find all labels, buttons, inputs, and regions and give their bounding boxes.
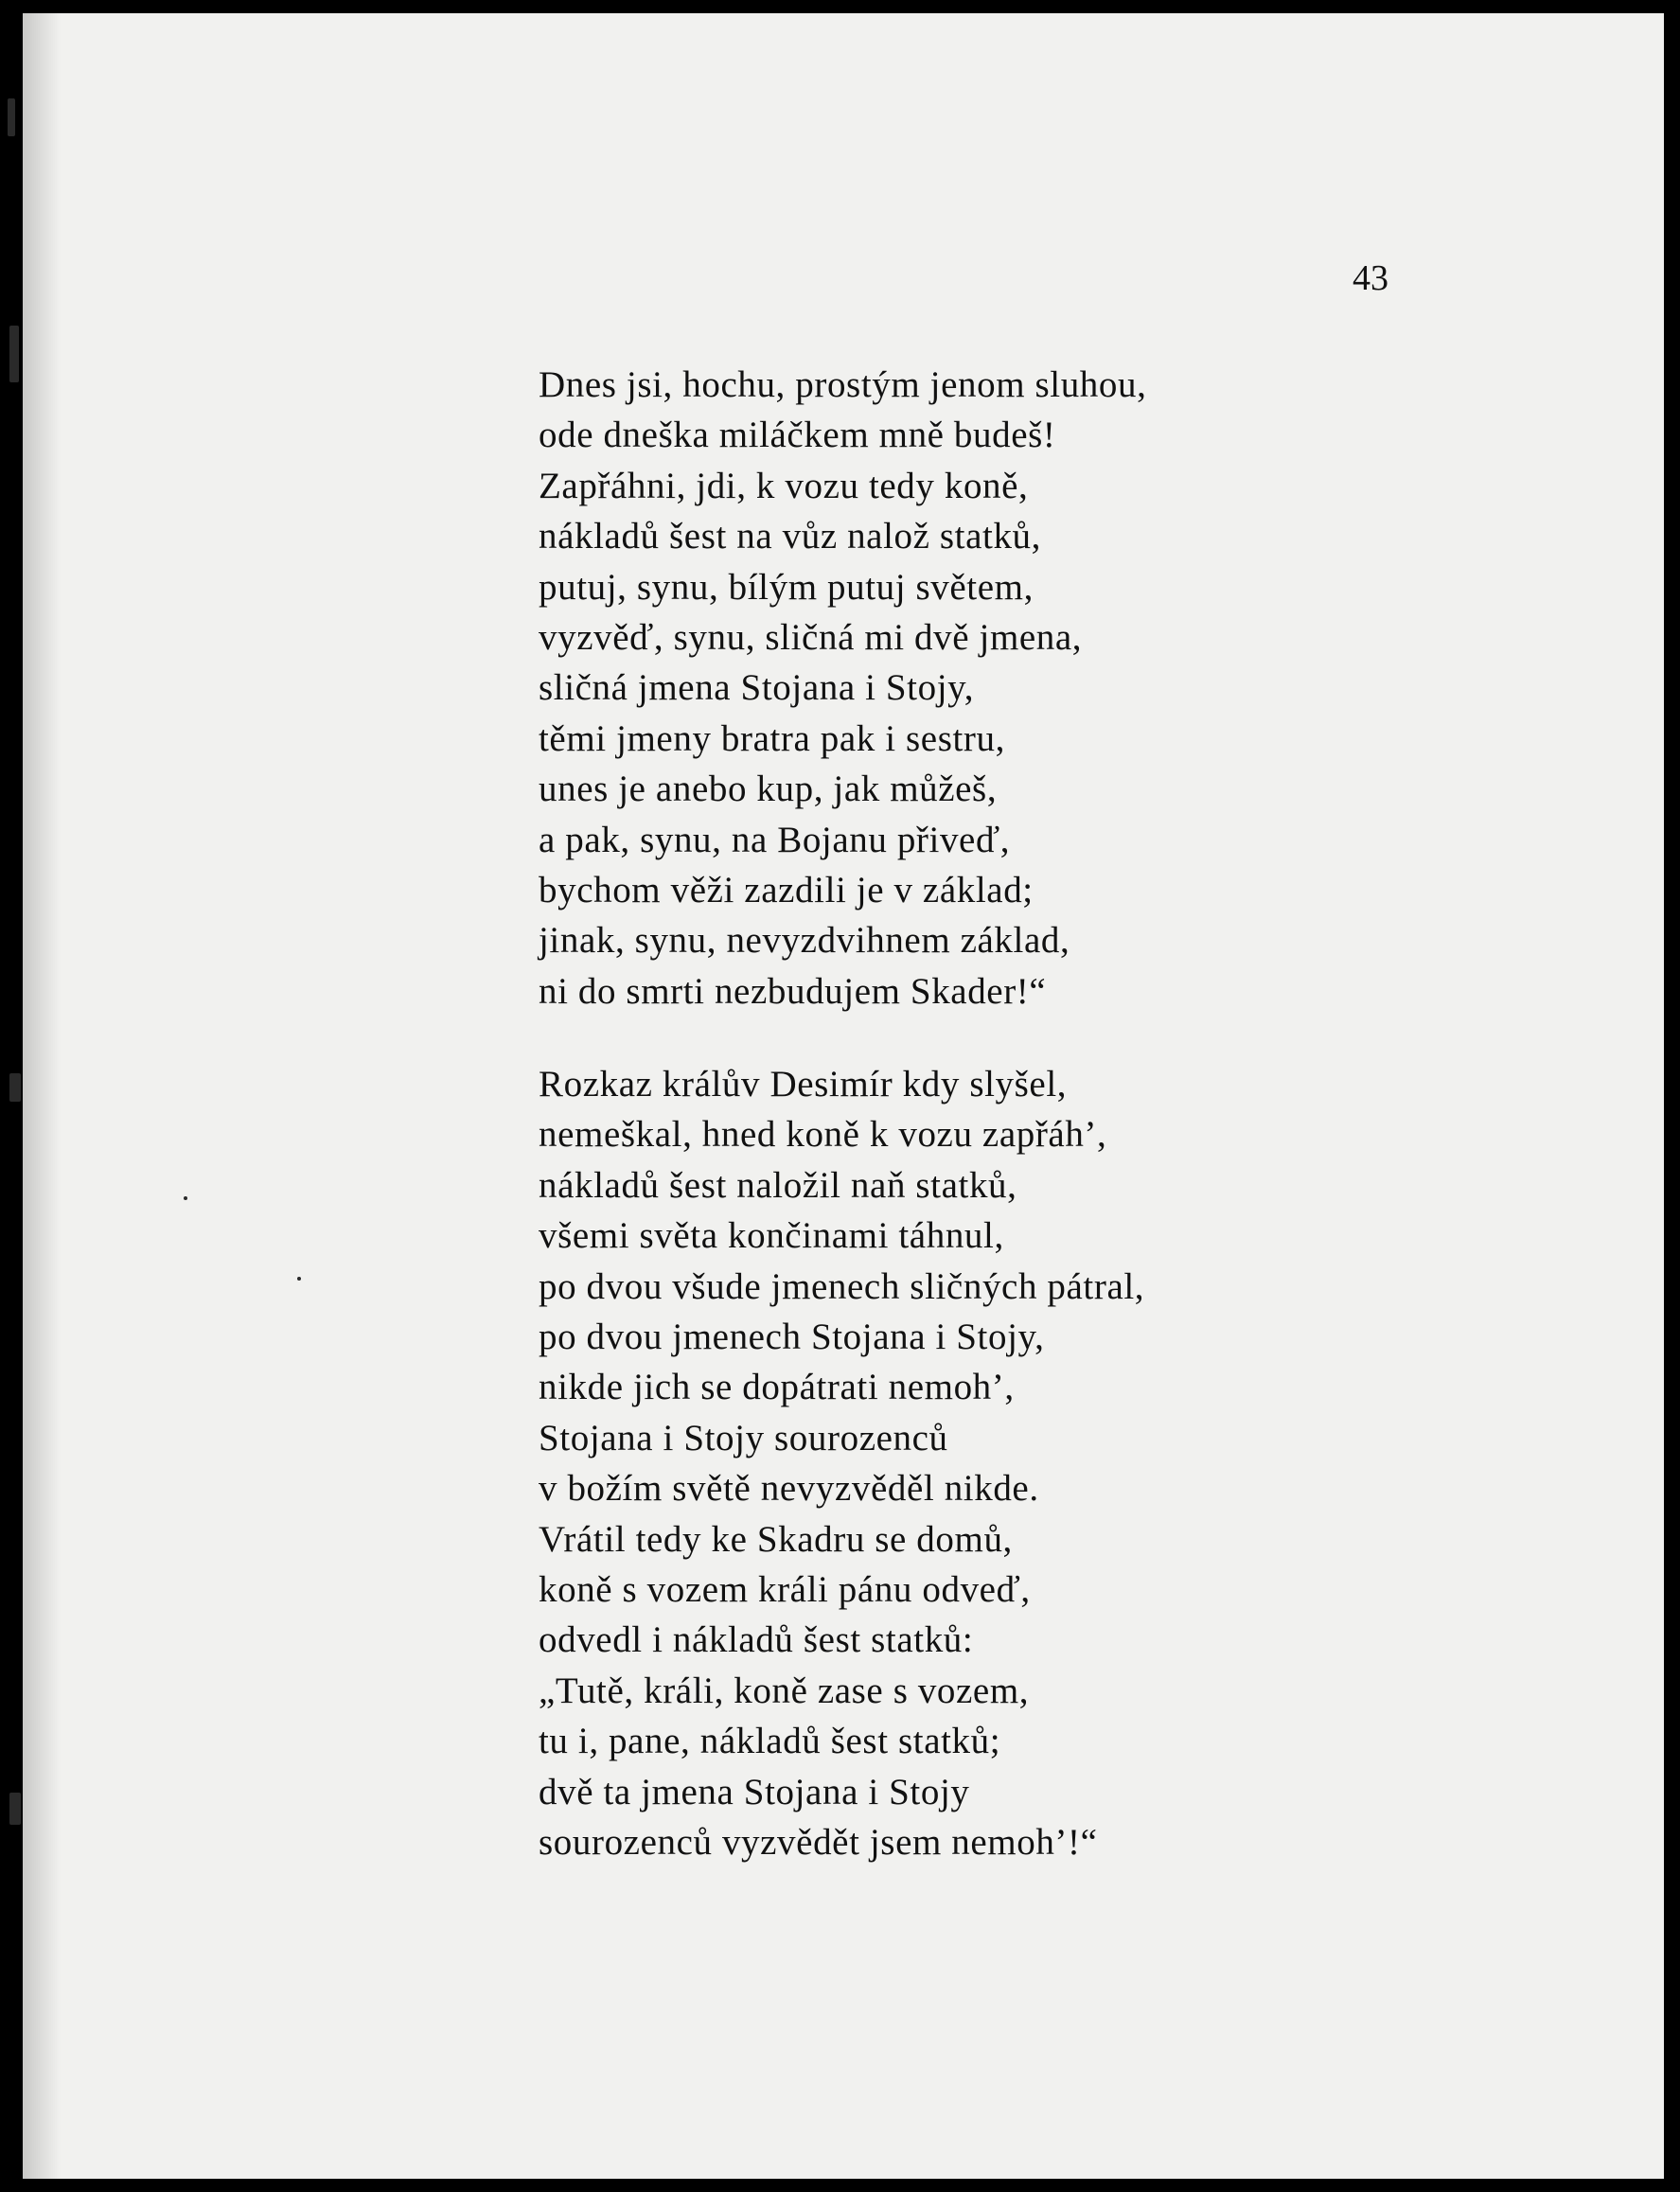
verse-line: odvedl i nákladů šest statků: <box>539 1619 974 1661</box>
verse-line: unes je anebo kup, jak můžeš, <box>539 769 998 810</box>
verse-line: jinak, synu, nevyzdvihnem základ, <box>539 920 1070 962</box>
verse-line: dvě ta jmena Stojana i Stojy <box>539 1771 970 1812</box>
verse-line: nákladů šest naložil naň statků, <box>539 1164 1017 1206</box>
verse-line: po dvou jmenech Stojana i Stojy, <box>539 1317 1045 1358</box>
verse-line: těmi jmeny bratra pak i sestru, <box>539 717 1005 759</box>
verse-line: po dvou všude jmenech sličných pátral, <box>539 1265 1145 1307</box>
dust-speck <box>184 1196 187 1200</box>
verse-line: ode dneška miláčkem mně budeš! <box>539 415 1056 456</box>
verse-line: ni do smrti nezbudujem Skader!“ <box>539 970 1047 1012</box>
verse-line: bychom věži zazdili je v základ; <box>539 869 1034 910</box>
paper-sheet <box>23 13 1664 2179</box>
verse-line: koně s vozem králi pánu odveď, <box>539 1568 1031 1610</box>
verse-line: tu i, pane, nákladů šest statků; <box>539 1721 1001 1762</box>
stanza-2 <box>539 1059 1146 1867</box>
verse-line: vyzvěď, synu, sličná mi dvě jmena, <box>539 616 1083 658</box>
verse-line: Dnes jsi, hochu, prostým jenom sluhou, <box>539 364 1147 405</box>
verse-line: Stojana i Stojy sourozenců <box>539 1417 948 1458</box>
binding-speck <box>9 326 19 382</box>
dust-speck <box>297 1277 301 1281</box>
verse-line: Rozkaz králův Desimír kdy slyšel, <box>539 1064 1068 1105</box>
poem-text <box>539 360 1146 1867</box>
binding-speck <box>8 98 15 136</box>
verse-line: Vrátil tedy ke Skadru se domů, <box>539 1518 1013 1560</box>
verse-line: v božím světě nevyzvěděl nikde. <box>539 1468 1039 1510</box>
verse-line: sličná jmena Stojana i Stojy, <box>539 667 975 709</box>
binding-speck <box>9 1793 21 1825</box>
verse-line: sourozenců vyzvědět jsem nemoh’!“ <box>539 1821 1098 1863</box>
binding-shadow <box>23 13 61 2179</box>
verse-line: všemi světa končinami táhnul, <box>539 1215 1004 1257</box>
verse-line: putuj, synu, bílým putuj světem, <box>539 566 1034 608</box>
page-number: 43 <box>1353 258 1388 298</box>
verse-line: nikde jich se dopátrati nemoh’, <box>539 1367 1015 1408</box>
verse-line: nemeškal, hned koně k vozu zapřáh’, <box>539 1114 1107 1156</box>
verse-line: a pak, synu, na Bojanu přiveď, <box>539 819 1011 860</box>
stanza-1 <box>539 360 1146 1016</box>
binding-speck <box>9 1073 21 1102</box>
verse-line: Zapřáhni, jdi, k vozu tedy koně, <box>539 465 1029 506</box>
verse-line: nákladů šest na vůz nalož statků, <box>539 516 1041 557</box>
verse-line: „Tutě, králi, koně zase s vozem, <box>539 1670 1030 1711</box>
